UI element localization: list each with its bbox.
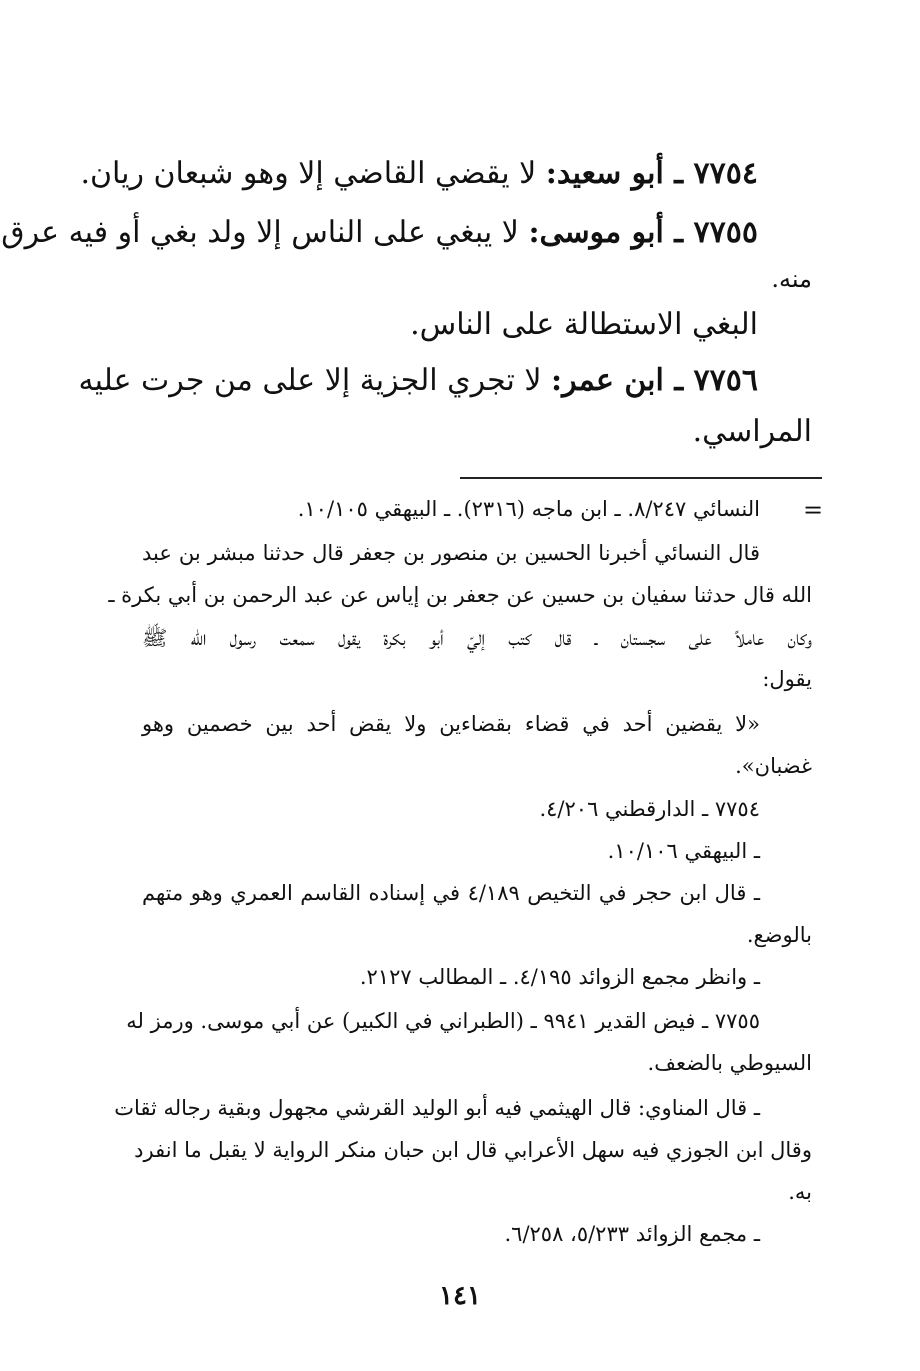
footnote-line-4: وكان عاملاً على سجستان ـ قال كتب إليّ أبو بكرة يقول سمعت رسول الله ﷺ: [142, 626, 812, 650]
continuation-mark: =: [803, 496, 824, 524]
footnote-line-7: غضبان».: [735, 754, 812, 778]
footnote-line-13: ٧٧٥٥ ـ فيض القدير ٩٩٤١ ـ (الطبراني في الكبير) عن أبي موسى. ورمز له: [126, 1009, 760, 1033]
hadith-text-7754: لا يقضي القاضي إلا وهو شبعان ريان.: [80, 156, 546, 191]
footnote-line-6: «لا يقضين أحد في قضاء بقضاءين ولا يقض أحد بين خصمين وهو: [142, 712, 760, 736]
footnote-line-8: ٧٧٥٤ ـ الدارقطني ٤/٢٠٦.: [539, 797, 760, 821]
footnote-line-9: ـ البيهقي ١٠/١٠٦.: [607, 839, 760, 863]
footnote-line-2: قال النسائي أخبرنا الحسين بن منصور بن جعفر قال حدثنا مبشر بن عبد: [142, 541, 760, 565]
footnote-line-3: الله قال حدثنا سفيان بن حسين عن جعفر بن إياس عن عبد الرحمن بن أبي بكرة ـ: [108, 583, 812, 607]
hadith-7755-continued: منه.: [771, 265, 812, 293]
footnote-line-15: ـ قال المناوي: قال الهيثمي فيه أبو الوليد القرشي مجهول وبقية رجاله ثقات: [114, 1096, 760, 1120]
footnote-line-10: ـ قال ابن حجر في التخيص ٤/١٨٩ في إسناده القاسم العمري وهو متهم: [142, 881, 760, 905]
footnote-line-17: به.: [788, 1180, 812, 1204]
hadith-text-7755: لا يبغي على الناس إلا ولد بغي أو فيه عرق: [1, 215, 529, 250]
footnote-line-12: ـ وانظر مجمع الزوائد ٤/١٩٥. ـ المطالب ٢١٢٧.: [359, 965, 760, 989]
hadith-7756: [78, 363, 758, 399]
hadith-number-7754: ٧٧٥٤ ـ أبو سعيد:: [545, 156, 758, 191]
footnote-line-14: السيوطي بالضعف.: [647, 1051, 812, 1075]
hadith-text-7756: لا تجري الجزية إلا على من جرت عليه: [78, 363, 552, 398]
footnote-line-11: بالوضع.: [746, 923, 812, 947]
footnote-line-5: يقول:: [762, 667, 812, 691]
hadith-number-7756: ٧٧٥٦ ـ ابن عمر:: [551, 363, 758, 398]
hadith-7755: [1, 215, 758, 251]
hadith-7754: [80, 156, 758, 192]
footnote-line-1: النسائي ٨/٢٤٧. ـ ابن ماجه (٢٣١٦). ـ البيهقي ١٠/١٠٥.: [297, 497, 760, 521]
hadith-7756-continued: المراسي.: [692, 414, 812, 449]
footnote-line-16: وقال ابن الجوزي فيه سهل الأعرابي قال ابن حبان منكر الرواية لا يقبل ما انفرد: [134, 1138, 812, 1162]
gloss-line: البغي الاستطالة على الناس.: [410, 307, 758, 342]
hadith-number-7755: ٧٧٥٥ ـ أبو موسى:: [528, 215, 758, 250]
footnote-divider: [460, 477, 822, 479]
page-number: ١٤١: [439, 1281, 481, 1311]
footnote-line-18: ـ مجمع الزوائد ٥/٢٣٣، ٦/٢٥٨.: [504, 1222, 760, 1246]
